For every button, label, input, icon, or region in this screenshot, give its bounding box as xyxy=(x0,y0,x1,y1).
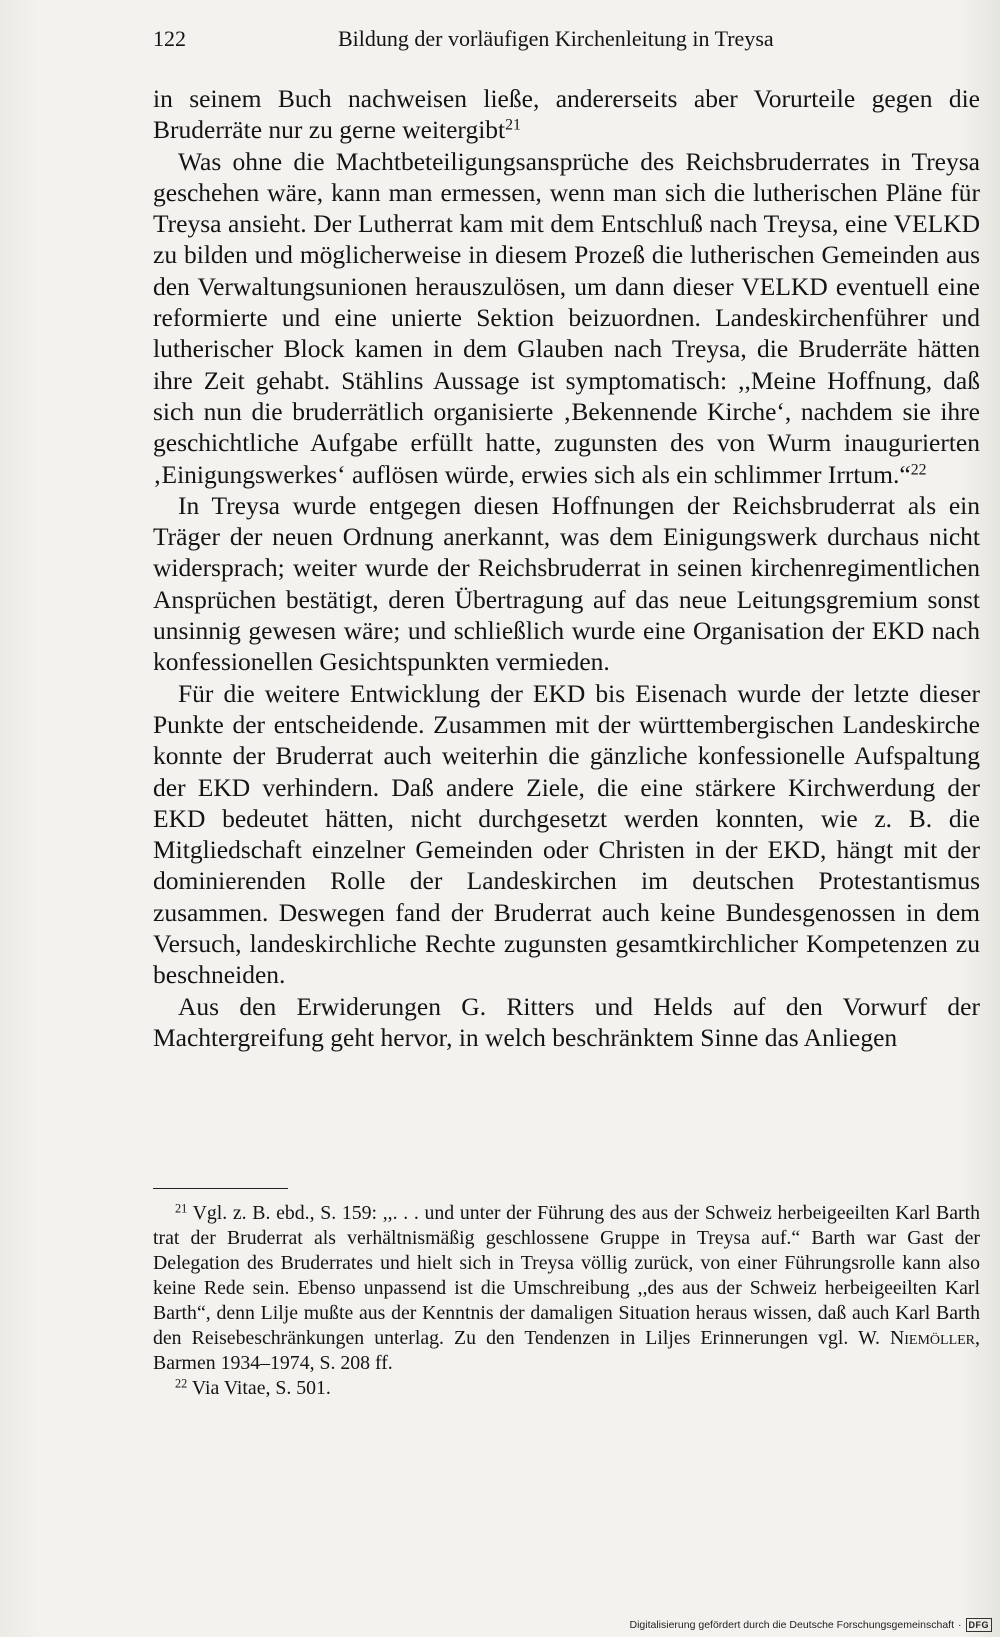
paragraph-1 xyxy=(153,83,980,146)
paragraph-3: In Treysa wurde entgegen diesen Hoffnungen der Reichsbruderrat als ein Träger der neuen Ordnung anerkannt, was dem Einigungswerk durchaus nicht widersprach; weiter wurde der Reichsbruderrat in seinen kirchenregimentlichen Ansprüchen bestätigt, deren Übertragung auf das neue Leitungsgremium sonst unsinnig gewesen wäre; und schließlich wurde eine Organisation der EKD nach konfessionellen Gesichtspunkten vermieden. xyxy=(153,490,980,677)
dfg-logo[interactable]: DFG xyxy=(966,1618,993,1632)
digitization-footer xyxy=(629,1617,992,1633)
paragraph-1-text: in seinem Buch nachweisen ließe, andererseits aber Vorurteile gegen die Bruderräte nur zu gerne weitergibt xyxy=(153,84,980,145)
footnote-ref-21[interactable]: 21 xyxy=(505,116,521,134)
paragraph-5: Aus den Erwiderungen G. Ritters und Helds auf den Vorwurf der Machtergreifung geht hervor, in welch beschränktem Sinne das Anliegen xyxy=(153,991,980,1052)
footnote-21 xyxy=(153,1201,980,1376)
paragraph-4: Für die weitere Entwicklung der EKD bis Eisenach wurde der letzte dieser Punkte der entscheidende. Zusammen mit der württembergischen Landeskirche konnte der Bruderrat auch weiterhin die gänzliche konfessionelle Aufspaltung der EKD verhindern. Daß andere Ziele, die eine stärkere Kirchwerdung der EKD bedeutet hätten, nicht durchgesetzt werden konnten, wie z. B. die Mitgliedschaft einzelner Gemeinden oder Christen in der EKD, hängt mit der dominierenden Rolle der Landeskirchen im deutschen Protestantismus zusammen. Deswegen fand der Bruderrat auch keine Bundesgenossen in dem Versuch, landeskirchliche Rechte zugunsten gesamtkirchlicher Kompetenzen zu beschneiden. xyxy=(153,678,980,990)
footnotes xyxy=(153,1201,980,1401)
footnote-ref-22[interactable]: 22 xyxy=(910,460,927,478)
paragraph-2-text: Was ohne die Machtbeteiligungsansprüche des Reichsbruderrates in Treysa geschehen wäre, kann man ermessen, wenn man sich die lutherischen Pläne für Treysa ansieht. Der Lutherrat kam mit dem Entschluß nach Treysa, eine VELKD zu bilden und möglicherweise in diesem Prozeß die lutherischen Gemeinden aus den Verwaltungsunionen herauszulösen, um dann dieser VELKD eventuell eine reformierte und eine unierte Sektion beizuordnen. Landeskirchenführer und lutherischer Block kamen in dem Glauben nach Treysa, die Bruderräte hätten ihre Zeit gehabt. Stählins Aussage ist symptomatisch: ,,Meine Hoffnung, daß sich nun die bruderrätlich organisierte ‚Bekennende Kirche‘, nachdem sie ihre geschichtliche Aufgabe erfüllt hatte, zugunsten des von Wurm inaugurierten ‚Einigungswerkes‘ auflösen würde, erwies sich als ein schlimmer Irrtum.“ xyxy=(153,146,980,489)
running-title: Bildung der vorläufigen Kirchenleitung in Treysa xyxy=(338,26,774,51)
main-text xyxy=(153,83,980,1053)
digitization-credit: Digitalisierung gefördert durch die Deutsche Forschungsgemeinschaft xyxy=(629,1619,954,1631)
running-header xyxy=(153,22,793,56)
footnote-21-text-b: , Barmen 1934–1974, S. 208 ff. xyxy=(153,1327,980,1374)
footnote-21-text-a: Vgl. z. B. ebd., S. 159: ,,. . . und unter der Führung des aus der Schweiz herbeigeeilten Karl Barth trat der Bruderrat als verhältnismäßig geschlossene Gruppe in Treysa auf.“ Barth war Gast der Delegation des Bruderrates und hielt sich in Treysa völlig zurück, von einer Führungsrolle kann also keine Rede sein. Ebenso unpassend ist die Umschreibung ,,des aus der Schweiz herbeigeeilten Karl Barth“, denn Lilje mußte aus der Kenntnis der damaligen Situation heraus wissen, daß auch Karl Barth den Reisebeschränkungen unterlag. Zu den Tendenzen in Liljes Erinnerungen vgl. W. xyxy=(153,1202,980,1349)
footnote-21-author: Niemöller xyxy=(889,1327,976,1349)
footnote-22-number: 22 xyxy=(175,1376,188,1391)
footer-separator: · xyxy=(958,1619,962,1631)
footnote-rule xyxy=(153,1188,288,1189)
footnote-22-text: Via Vitae, S. 501. xyxy=(191,1377,331,1399)
page-number: 122 xyxy=(153,26,186,51)
paragraph-2 xyxy=(153,146,980,490)
footnote-21-number: 21 xyxy=(175,1201,188,1216)
footnote-22 xyxy=(153,1376,980,1401)
